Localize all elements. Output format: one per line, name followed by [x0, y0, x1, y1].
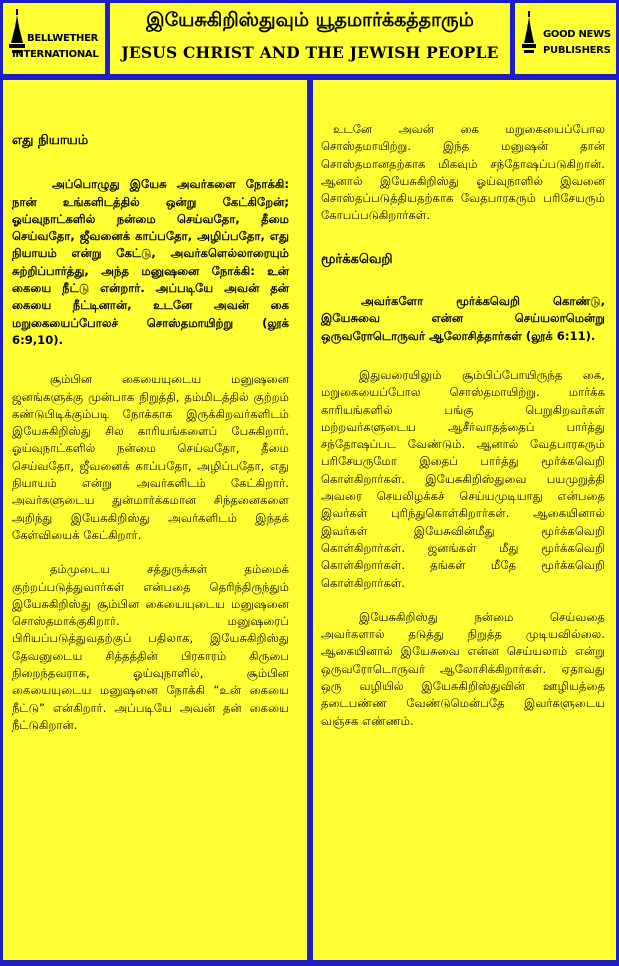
body-paragraph: இயேசுகிறிஸ்து நன்மை செய்வதை அவர்களால் தடுத்து நிறுத்த முடியவில்லை. ஆகையினால் இயேசுவை என்ன செய்யலாம் என்று ஒருவரோடொருவர் ஆலோசிக்கிறார்கள். ஏதாவது ஒரு வழியில் இயேசுகிறிஸ்துவின் ஊழியத்தை தடைபண்ண வேண்டுமென்பதே இவர்களுடைய வஞ்சக எண்ணம்.	[321, 609, 605, 728]
scripture-quote: அவர்களோ மூர்க்கவெறி கொண்டு, இயேசுவை என்ன செய்யலாமென்று ஒருவரோடொருவர் ஆலோசித்தார்கள் (லூக் 6:11).	[321, 294, 605, 343]
logo-line-1: GOOD NEWS	[543, 29, 611, 40]
body-paragraph: தம்முடைய சத்துருக்கள் தம்மைக் குற்றப்படுத்துவார்கள் என்பதை தெரிந்திருந்தும் இயேசுகிறிஸ்து சூம்பின கையையுடைய மனுஷனை சொஸ்தமாக்குகிறார். மனுஷரைப் பிரியப்படுத்துவதற்குப் பதிலாக, இயேசுகிறிஸ்து தேவனுடைய சித்தத்தின் பிரகாரம் கிருபை நிறைந்தவராக, ஓய்வுநாளில், சூம்பின கையையுடைய மனுஷனை நோக்கி “உன் கையை நீட்டு” என்கிறார். அப்படியே அவன் தன் கையை நீட்டுகிறான்.	[12, 562, 289, 732]
body-paragraph: இதுவரையிலும் சூம்பிப்போயிருந்த கை, மறுகையைப்போல சொஸ்தமாயிற்று. மார்க்க காரியங்களில் பங்கு பெறுகிறவர்கள் மற்றவர்களுடைய ஆசீர்வாதத்தைப் பார்த்து சந்தோஷப்பட வேண்டும். ஆனால் வேதபாரகரும் பரிசேயருமோ இதைப் பார்த்து மூர்க்கவெறி கொள்கிறார்கள். இயேசுகிறிஸ்துவை பயமுறுத்தி அவரை செயலிழக்கச் செய்யமுடியாது என்பதை இவர்கள் புரிந்துகொள்கிறார்கள். ஆகையினால் இவர்கள் இயேசுவின்மீது மூர்க்கவெறி கொள்கிறார்கள். ஜனங்கள் மீது மூர்க்கவெறி கொள்கிறார்கள். தங்கள் மீதே மூர்க்கவெறி கொள்கிறார்கள்.	[321, 367, 605, 590]
left-column	[3, 80, 307, 960]
title-banner	[110, 3, 510, 74]
section-heading: மூர்க்கவெறி	[321, 251, 393, 267]
logo-line-2: PUBLISHERS	[543, 45, 611, 56]
logo-line-1: BELLWETHER	[27, 33, 99, 44]
right-column	[313, 80, 616, 960]
good-news-logo	[515, 3, 616, 74]
english-title: JESUS CHRIST AND THE JEWISH PEOPLE	[121, 43, 499, 62]
body-paragraph: உடனே அவன் கை மறுகையைப்போல சொஸ்தமாயிற்று. இந்த மனுஷன் தான் சொஸ்தமானதற்காக மிகவும் சந்தோஷப்படுகிறான். ஆனால் இயேசுகிறிஸ்து ஓய்வுநாளில் இவனை சொஸ்தப்படுத்தியதற்காக வேதபாரகரும் பரிசேயரும் கோபப்படுகிறார்கள்.	[321, 122, 605, 223]
scripture-quote: அப்பொழுது இயேசு அவர்களை நோக்கி: நான் உங்களிடத்தில் ஒன்று கேட்கிறேன்; ஓய்வுநாட்களில் நன்மை செய்வதோ, தீமை செய்வதோ, ஜீவனைக் காப்பதோ, அழிப்பதோ, எது நியாயம் என்று கேட்டு, அவர்களெல்லாரையும் சுற்றிப்பார்த்து, அந்த மனுஷனை நோக்கி: உன் கையை நீட்டு என்றார். அப்படியே அவன் தன் கையை நீட்டினான், உடனே அவன் கை மறுகையைப்போலச் சொஸ்தமாயிற்று (லூக் 6:9,10).	[12, 177, 289, 347]
tamil-title: இயேசுகிறிஸ்துவும் யூதமார்க்கத்தாரும்	[146, 9, 474, 31]
bellwether-logo	[3, 3, 105, 74]
logo-line-2: INTERNATIONAL	[12, 49, 99, 60]
body-paragraph: சூம்பின கையையுடைய மனுஷனை ஜனங்களுக்கு முன்பாக நிறுத்தி, தம்மிடத்தில் குற்றம் கண்டுபிடிக்கும்படி நோக்காக இருக்கிறவர்களிடம் இயேசுகிறிஸ்து சில காரியங்களைப் பேசுகிறார். ஓய்வுநாட்களில் நன்மை செய்வதோ, தீமை செய்வதோ, ஜீவனைக் காப்பதோ, அழிப்பதோ, எது நியாயம் என்று அவர்களிடம் கேட்கிறார். அவர்களுடைய துன்மார்க்கமான சிந்தனைகளை அறிந்து இயேசுகிறிஸ்து அவர்களிடம் இந்தக் கேள்வியைக் கேட்கிறார்.	[12, 372, 289, 542]
section-heading: எது நியாயம்	[12, 133, 89, 148]
